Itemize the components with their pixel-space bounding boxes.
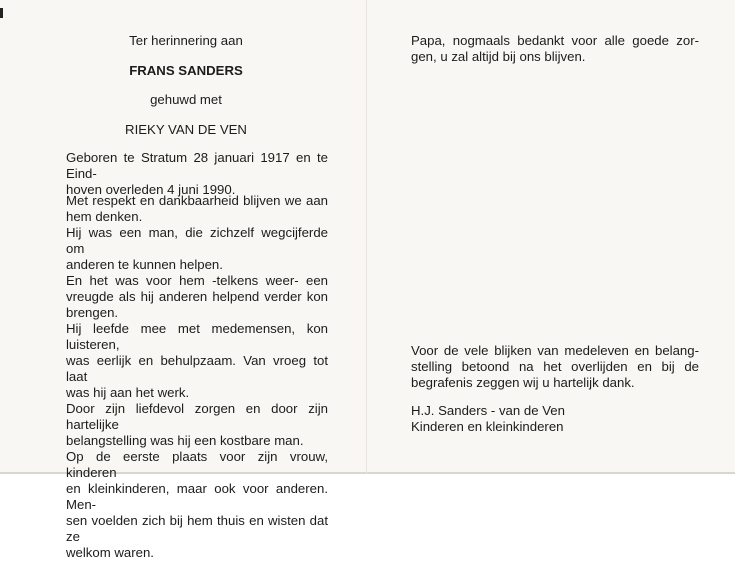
married-label: gehuwd met: [150, 92, 222, 107]
tribute-text: [66, 193, 328, 561]
signature-line: Kinderen en kleinkinderen: [411, 419, 564, 434]
tribute-line: sen voelden zich bij hem thuis en wisten dat ze: [66, 513, 328, 544]
deceased-name: FRANS SANDERS: [129, 63, 243, 78]
thanks-text: [411, 343, 699, 391]
birth-line: Geboren te Stratum 28 januari 1917 en te Eind-: [66, 150, 328, 181]
corner-mark: [0, 8, 3, 18]
thanks-line: Voor de vele blijken van medeleven en belang-: [411, 343, 699, 358]
signature-line: H.J. Sanders - van de Ven: [411, 403, 565, 418]
tribute-line: brengen.: [66, 305, 119, 320]
tribute-line: Hij leefde mee met medemensen, kon luisteren,: [66, 321, 328, 352]
farewell-text: [411, 33, 699, 65]
tribute-line: was hij aan het werk.: [66, 385, 190, 400]
card-fold: [366, 0, 367, 474]
tribute-line: belangstelling was hij een kostbare man.: [66, 433, 304, 448]
tribute-line: Door zijn liefdevol zorgen en door zijn hartelijke: [66, 401, 328, 432]
tribute-line: en kleinkinderen, maar ook voor anderen. Men-: [66, 481, 328, 512]
tribute-line: vreugde als hij anderen helpend verder kon: [66, 289, 328, 304]
birth-line: hoven overleden 4 juni 1990.: [66, 182, 236, 197]
tribute-line: Met respekt en dankbaarheid blijven we aan: [66, 193, 328, 208]
tribute-line: hem denken.: [66, 209, 143, 224]
tribute-line: En het was voor hem -telkens weer- een: [66, 273, 328, 288]
tribute-line: Hij was een man, die zichzelf wegcijferde om: [66, 225, 328, 256]
farewell-line: gen, u zal altijd bij ons blijven.: [411, 49, 586, 64]
tribute-line: was eerlijk en behulpzaam. Van vroeg tot laat: [66, 353, 328, 384]
signature-block: [411, 403, 699, 435]
thanks-line: stelling betoond na het overlijden en bij de: [411, 359, 699, 374]
tribute-line: welkom waren.: [66, 545, 154, 560]
remembrance-intro: Ter herinnering aan: [129, 33, 243, 48]
spouse-name: RIEKY VAN DE VEN: [125, 122, 247, 137]
birth-death-text: [66, 150, 328, 198]
thanks-line: begrafenis zeggen wij u hartelijk dank.: [411, 375, 635, 390]
tribute-line: anderen te kunnen helpen.: [66, 257, 223, 272]
tribute-line: Op de eerste plaats voor zijn vrouw, kinderen: [66, 449, 328, 480]
farewell-line: Papa, nogmaals bedankt voor alle goede zor-: [411, 33, 699, 48]
